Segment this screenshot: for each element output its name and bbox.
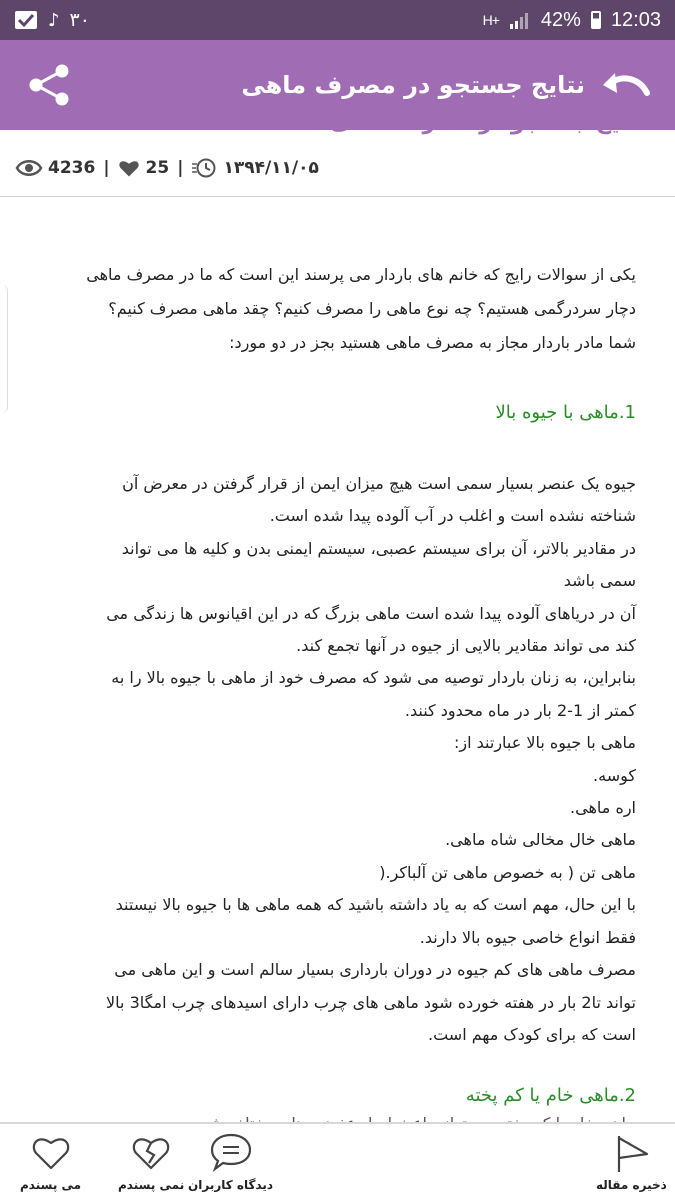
save-label: ذخیره مقاله	[596, 1178, 667, 1192]
text-line: فقط انواع خاصی جیوه بالا دارند.	[419, 927, 636, 947]
title-wrap	[241, 67, 651, 103]
section-heading-high-mercury: 1.ماهی با جیوه بالا	[495, 402, 636, 423]
text-line: دچار سردرگمی هستیم؟ چه نوع ماهی را مصرف کنیم؟ چقد ماهی مصرف کنیم؟	[108, 299, 636, 318]
publish-date: ۱۳۹۴/۱۱/۰۵	[223, 158, 319, 178]
flag-icon	[609, 1130, 653, 1174]
view-count: 4236	[48, 158, 96, 178]
music-icon: ♪	[48, 9, 60, 31]
bottom-action-bar	[0, 1122, 675, 1200]
partial-text-line	[75, 1108, 635, 1122]
heart-icon	[118, 157, 140, 179]
text-line: ماهی تن ( به خصوص ماهی تن آلباکر.(	[379, 862, 636, 882]
status-left	[14, 9, 90, 31]
dislike-label: نمی پسندم	[118, 1178, 185, 1192]
text-line: شناخته نشده است و اغلب در آب آلوده پیدا شده است.	[269, 506, 636, 526]
text-line: کوسه.	[593, 765, 636, 785]
text-line: آن در دریاهای آلوده پیدا شده است ماهی بزرگ که در این اقیانوس ها زندگی می	[106, 603, 636, 623]
text-line: مصرف ماهی های کم جیوه در دوران بارداری بسیار سالم است و این ماهی می	[114, 960, 636, 980]
like-button[interactable]	[20, 1130, 81, 1192]
app-bar	[0, 40, 675, 130]
article-meta	[16, 152, 319, 184]
separator: |	[177, 158, 184, 178]
dislike-button[interactable]	[118, 1130, 184, 1192]
share-icon[interactable]	[24, 60, 74, 110]
text-line: شما مادر باردار مجاز به مصرف ماهی هستید بجز در دو مورد:	[229, 333, 636, 352]
text-line: جیوه یک عنصر بسیار سمی است هیچ میزان ایمن از قرار گرفتن در معرض آن	[122, 474, 636, 493]
like-count: 25	[145, 158, 170, 178]
back-arrow-icon[interactable]	[599, 67, 651, 103]
text-line: یکی از سوالات رایج که خانم های باردار می پرسند این است که ما در مصرف ماهی	[86, 265, 636, 284]
battery-icon	[591, 11, 601, 29]
signal-icon	[509, 11, 531, 29]
heart-outline-icon	[29, 1130, 73, 1174]
intro-paragraph	[48, 258, 636, 360]
gallery-icon	[14, 10, 38, 30]
text-line: اره ماهی.	[570, 798, 636, 818]
like-label: می پسندم	[20, 1178, 82, 1192]
separator: |	[103, 158, 110, 178]
article-body	[48, 258, 636, 1111]
comments-label: دیدگاه کاربران	[188, 1178, 274, 1192]
edge-handle[interactable]	[0, 285, 8, 413]
page-title: نتایج جستجو در مصرف ماهی	[241, 71, 585, 99]
text-line: کند می تواند مقادیر بالایی از جیوه در آنها تجمع کند.	[296, 636, 636, 656]
comment-bubble-icon	[209, 1130, 253, 1174]
text-line: سمی باشد	[563, 571, 636, 591]
notification-count: ۳۰	[69, 9, 90, 31]
text-line: در مقادیر بالاتر، آن برای سیستم عصبی، سیستم ایمنی بدن و کلیه ها می تواند	[121, 538, 636, 558]
text-line: بنابراین، به زنان باردار توصیه می شود که مصرف خود از ماهی با جیوه بالا را به	[111, 668, 636, 688]
save-article-button[interactable]	[596, 1130, 667, 1192]
text-line: ماهی با جیوه بالا عبارتند از:	[453, 733, 636, 753]
network-type: H+	[482, 12, 499, 28]
section-heading-raw-fish: 2.ماهی خام یا کم پخته	[465, 1085, 636, 1107]
status-bar	[0, 0, 675, 40]
text-line: ماهی خال مخالی شاه ماهی.	[445, 830, 636, 850]
status-right	[483, 9, 661, 32]
battery-percent: 42%	[540, 8, 581, 31]
text-line: با این حال، مهم است که به یاد داشته باشید که همه ماهی ها با جیوه بالا نیستند	[115, 895, 636, 915]
broken-heart-icon	[129, 1130, 173, 1174]
section-1-paragraph	[48, 468, 636, 1051]
eye-icon	[16, 157, 42, 179]
clock-icon	[191, 157, 217, 179]
comments-button[interactable]	[188, 1130, 273, 1192]
text-line: تواند تا2 بار در هفته خورده شود ماهی های چرب دارای اسیدهای چرب امگا3 بالا	[106, 992, 636, 1012]
divider	[0, 196, 675, 197]
text-line: است که برای کودک مهم است.	[427, 1024, 636, 1044]
clock: 12:03	[610, 8, 661, 31]
text-line: کمتر از 1-2 بار در ماه محدود کنند.	[404, 700, 636, 720]
